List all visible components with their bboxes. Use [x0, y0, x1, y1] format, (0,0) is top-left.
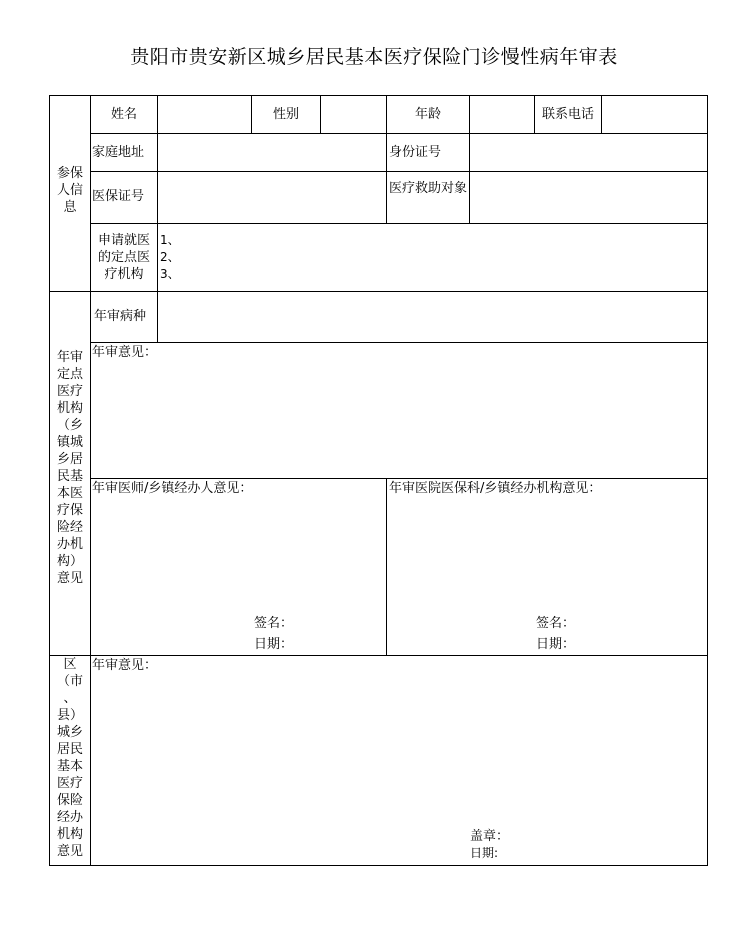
gender-label: 性别 — [272, 107, 299, 122]
disease-field[interactable] — [158, 292, 707, 342]
doctor-opinion-field[interactable] — [91, 497, 386, 612]
institution-item: 1、 — [160, 233, 180, 247]
age-label: 年龄 — [414, 107, 441, 122]
section-label-insured-info: 参保 人信 息 — [56, 166, 83, 215]
disease-label: 年审病种 — [94, 309, 147, 324]
section-label-county-agency-opinion: 区 （市 、 县） 城乡 居民 基本 医疗 保险 经办 机构 意见 — [56, 657, 83, 859]
insurance-number-label: 医保证号 — [92, 189, 145, 204]
designated-institution-label: 申请就医 的定点医 疗机构 — [97, 233, 150, 282]
doctor-sign-label: 签名： — [254, 616, 294, 631]
review-opinion-label: 年审意见： — [92, 345, 158, 360]
border-right — [707, 95, 708, 866]
doctor-date-label: 日期： — [254, 637, 294, 652]
name-label: 姓名 — [110, 107, 137, 122]
address-label: 家庭地址 — [92, 145, 145, 160]
gender-field[interactable] — [321, 96, 386, 133]
medical-aid-label: 医疗救助对象 — [389, 181, 468, 196]
row-divider — [90, 478, 708, 479]
row-divider — [90, 223, 708, 224]
annual-review-form — [49, 95, 708, 866]
phone-label: 联系电话 — [541, 107, 594, 122]
seal-label: 盖章： — [470, 829, 510, 844]
institution-list[interactable] — [160, 232, 180, 283]
row-divider — [90, 342, 708, 343]
medical-aid-field[interactable] — [470, 172, 707, 223]
address-field[interactable] — [158, 134, 386, 171]
dept-sign-label: 签名： — [536, 616, 576, 631]
dept-date-label: 日期： — [536, 637, 576, 652]
section-label-designated-institution-opinion: 年审 定点 医疗 机构 （乡 镇城 乡居 民基 本医 疗保 险经 办机 构） 意见 — [56, 350, 83, 586]
phone-field[interactable] — [602, 96, 707, 133]
review-opinion-field[interactable] — [91, 361, 707, 478]
agency-date-label: 日期: — [470, 846, 499, 860]
age-field[interactable] — [470, 96, 534, 133]
section-divider — [49, 655, 708, 656]
institution-item: 2、 — [160, 250, 180, 264]
border-bottom — [49, 865, 708, 866]
institution-item: 3、 — [160, 267, 180, 281]
dept-opinion-field[interactable] — [387, 497, 707, 612]
id-number-label: 身份证号 — [389, 145, 442, 160]
name-field[interactable] — [158, 96, 251, 133]
agency-opinion-label: 年审意见： — [92, 658, 158, 673]
agency-opinion-field[interactable] — [91, 675, 707, 825]
doctor-opinion-label: 年审医师/乡镇经办人意见： — [92, 481, 253, 496]
id-number-field[interactable] — [470, 134, 707, 171]
page-title: 贵阳市贵安新区城乡居民基本医疗保险门诊慢性病年审表 — [130, 46, 618, 68]
insurance-number-field[interactable] — [158, 172, 386, 223]
dept-opinion-label: 年审医院医保科/乡镇经办机构意见： — [389, 481, 602, 496]
